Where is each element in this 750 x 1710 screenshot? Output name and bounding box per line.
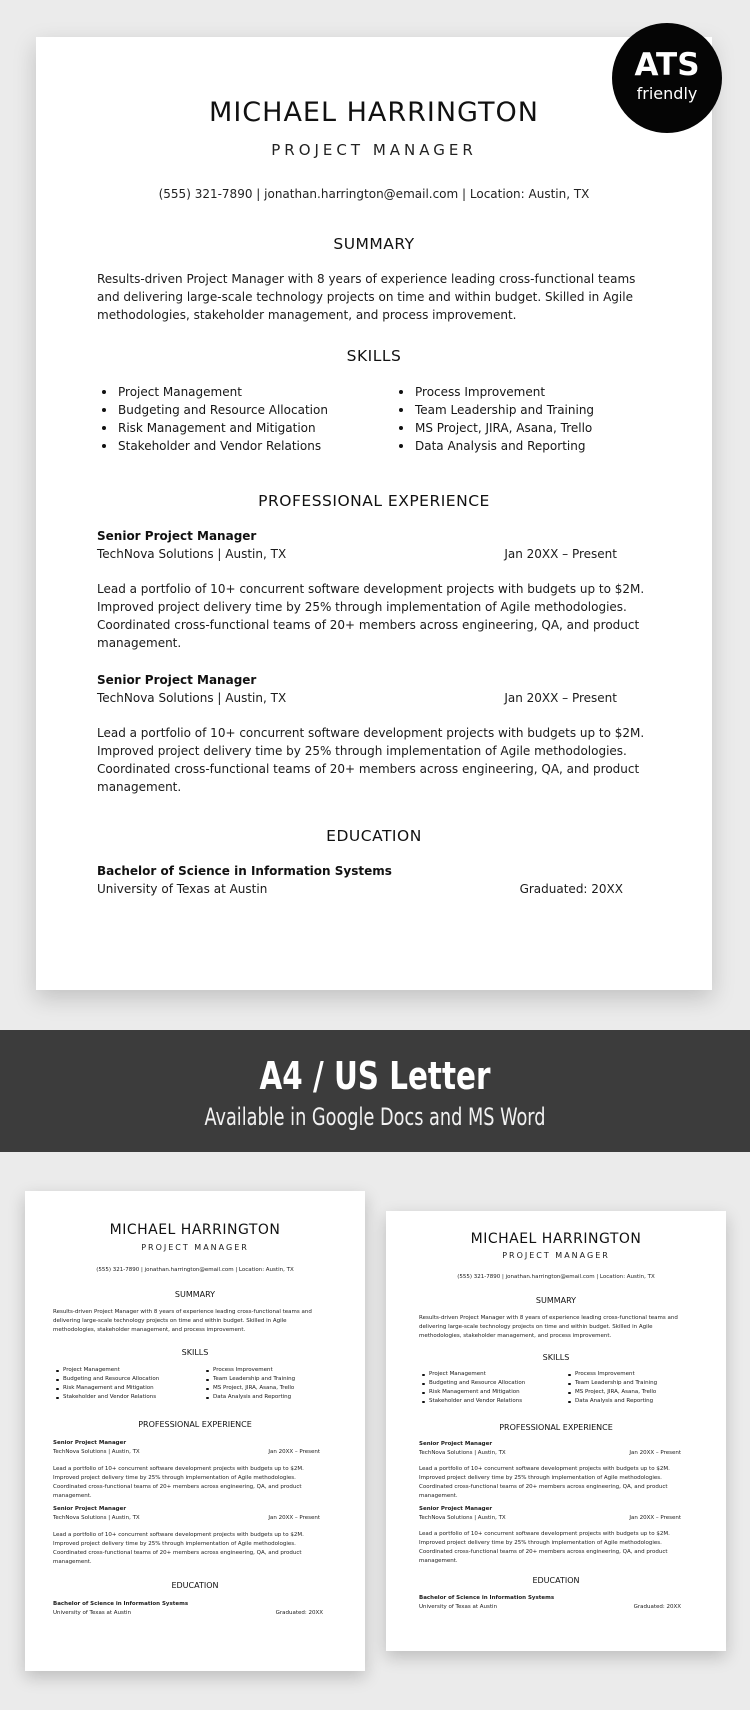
job-company: TechNova Solutions | Austin, TX xyxy=(97,691,287,705)
job-title: Senior Project Manager xyxy=(97,673,257,687)
preview-experience-heading: PROFESSIONAL EXPERIENCE xyxy=(499,1423,613,1432)
preview-skill-item: MS Project, JIRA, Asana, Trello xyxy=(203,1384,323,1393)
resume-preview-a4 xyxy=(25,1191,365,1671)
preview-name: MICHAEL HARRINGTON xyxy=(109,1222,281,1238)
preview-job-dates: Jan 20XX – Present xyxy=(268,1449,320,1455)
experience-heading: PROFESSIONAL EXPERIENCE xyxy=(258,492,490,510)
preview-education-degree: Bachelor of Science in Information Systems xyxy=(53,1601,189,1607)
badge-title: ATS xyxy=(634,47,700,83)
preview-summary-heading: SUMMARY xyxy=(174,1290,216,1299)
skill-item: Team Leadership and Training xyxy=(394,401,674,419)
preview-job-title: Senior Project Manager xyxy=(53,1440,127,1446)
preview-skill-item: Process Improvement xyxy=(565,1370,685,1379)
preview-job-dates: Jan 20XX – Present xyxy=(629,1515,681,1521)
resume-preview-letter xyxy=(386,1211,726,1651)
job-title: Senior Project Manager xyxy=(97,529,257,543)
badge-subtitle: friendly xyxy=(636,84,698,103)
preview-education-graduated: Graduated: 20XX xyxy=(275,1610,323,1616)
skills-heading: SKILLS xyxy=(346,347,402,365)
job-description: Lead a portfolio of 10+ concurrent software development projects with budgets up to $2M. Improved project delivery time by 25% through implementation of Agile methodologies. Coordinated cross-functional teams of 20+ members across engineering, QA, and product management. xyxy=(97,726,645,794)
preview-skill-item: Project Management xyxy=(419,1370,565,1379)
job-dates: Jan 20XX – Present xyxy=(504,691,617,705)
preview-education-school: University of Texas at Austin xyxy=(53,1610,132,1616)
preview-skill-item: Stakeholder and Vendor Relations xyxy=(53,1393,203,1402)
resume-title: PROJECT MANAGER xyxy=(271,141,477,159)
preview-job-company: TechNova Solutions | Austin, TX xyxy=(53,1449,140,1455)
job-company: TechNova Solutions | Austin, TX xyxy=(97,547,287,561)
banner-title: A4 / US Letter xyxy=(259,1054,491,1098)
preview-skill-item: Budgeting and Resource Allocation xyxy=(419,1379,565,1388)
education-school: University of Texas at Austin xyxy=(97,882,268,896)
preview-skills-heading: SKILLS xyxy=(542,1353,570,1362)
preview-job-description: Lead a portfolio of 10+ concurrent software development projects with budgets up to $2M. Improved project delivery time by 25% through implementation of Agile methodologies. Coordinated cross-functional teams of 20+ members across engineering, QA, and product management. xyxy=(419,1466,670,1499)
format-banner xyxy=(0,1030,750,1152)
preview-skill-item: Process Improvement xyxy=(203,1366,323,1375)
skill-item: Data Analysis and Reporting xyxy=(394,437,674,455)
skill-item: Stakeholder and Vendor Relations xyxy=(97,437,394,455)
job-description: Lead a portfolio of 10+ concurrent software development projects with budgets up to $2M. Improved project delivery time by 25% through implementation of Agile methodologies. Coordinated cross-functional teams of 20+ members across engineering, QA, and product management. xyxy=(97,582,645,650)
preview-skill-item: Risk Management and Mitigation xyxy=(53,1384,203,1393)
skill-item: MS Project, JIRA, Asana, Trello xyxy=(394,419,674,437)
preview-job-company: TechNova Solutions | Austin, TX xyxy=(419,1515,506,1521)
preview-job-dates: Jan 20XX – Present xyxy=(629,1450,681,1456)
summary-heading: SUMMARY xyxy=(333,235,415,253)
education-graduated: Graduated: 20XX xyxy=(519,882,623,896)
preview-skills-heading: SKILLS xyxy=(181,1348,209,1357)
skill-item: Budgeting and Resource Allocation xyxy=(97,401,394,419)
preview-education-graduated: Graduated: 20XX xyxy=(633,1604,681,1610)
preview-job-company: TechNova Solutions | Austin, TX xyxy=(419,1450,506,1456)
preview-job-description: Lead a portfolio of 10+ concurrent software development projects with budgets up to $2M. Improved project delivery time by 25% through implementation of Agile methodologies. Coordinated cross-functional teams of 20+ members across engineering, QA, and product management. xyxy=(419,1531,670,1564)
preview-summary: Results-driven Project Manager with 8 years of experience leading cross-functional teams and delivering large-scale technology projects on time and within budget. Skilled in Agile methodologies, stakeholder management, and process improvement. xyxy=(53,1309,312,1333)
education-degree: Bachelor of Science in Information Systems xyxy=(97,864,392,878)
preview-name: MICHAEL HARRINGTON xyxy=(470,1231,642,1247)
resume-contact: (555) 321-7890 | jonathan.harrington@email.com | Location: Austin, TX xyxy=(158,187,590,201)
preview-skill-item: Team Leadership and Training xyxy=(203,1375,323,1384)
preview-education-heading: EDUCATION xyxy=(532,1576,580,1585)
preview-job-title: Senior Project Manager xyxy=(419,1506,493,1512)
preview-skill-item: Risk Management and Mitigation xyxy=(419,1388,565,1397)
summary-text: Results-driven Project Manager with 8 years of experience leading cross-functional teams and delivering large-scale technology projects on time and within budget. Skilled in Agile methodologies, stakeholder management, and process improvement. xyxy=(97,272,636,322)
skill-item: Risk Management and Mitigation xyxy=(97,419,394,437)
preview-job-title: Senior Project Manager xyxy=(419,1441,493,1447)
preview-job-description: Lead a portfolio of 10+ concurrent software development projects with budgets up to $2M. Improved project delivery time by 25% through implementation of Agile methodologies. Coordinated cross-functional teams of 20+ members across engineering, QA, and product management. xyxy=(53,1532,304,1565)
preview-title: PROJECT MANAGER xyxy=(502,1251,610,1260)
ats-friendly-badge xyxy=(612,23,722,133)
preview-skill-item: Data Analysis and Reporting xyxy=(203,1393,323,1402)
skill-item: Process Improvement xyxy=(394,383,674,401)
preview-skill-item: Budgeting and Resource Allocation xyxy=(53,1375,203,1384)
preview-job-company: TechNova Solutions | Austin, TX xyxy=(53,1515,140,1521)
preview-skill-item: MS Project, JIRA, Asana, Trello xyxy=(565,1388,685,1397)
preview-skills-list xyxy=(53,1366,323,1402)
preview-job-title: Senior Project Manager xyxy=(53,1506,127,1512)
preview-summary-heading: SUMMARY xyxy=(535,1296,577,1305)
preview-education-school: University of Texas at Austin xyxy=(419,1604,498,1610)
preview-skill-item: Project Management xyxy=(53,1366,203,1375)
preview-job-dates: Jan 20XX – Present xyxy=(268,1515,320,1521)
preview-education-heading: EDUCATION xyxy=(171,1581,219,1590)
preview-education-degree: Bachelor of Science in Information Systems xyxy=(419,1595,555,1601)
preview-contact: (555) 321-7890 | jonathan.harrington@email.com | Location: Austin, TX xyxy=(457,1274,655,1280)
skill-item: Project Management xyxy=(97,383,394,401)
preview-job-description: Lead a portfolio of 10+ concurrent software development projects with budgets up to $2M. Improved project delivery time by 25% through implementation of Agile methodologies. Coordinated cross-functional teams of 20+ members across engineering, QA, and product management. xyxy=(53,1466,304,1499)
resume-page xyxy=(36,37,712,990)
preview-skill-item: Data Analysis and Reporting xyxy=(565,1397,685,1406)
resume-name: MICHAEL HARRINGTON xyxy=(209,97,539,128)
preview-skill-item: Stakeholder and Vendor Relations xyxy=(419,1397,565,1406)
preview-summary: Results-driven Project Manager with 8 years of experience leading cross-functional teams and delivering large-scale technology projects on time and within budget. Skilled in Agile methodologies, stakeholder management, and process improvement. xyxy=(419,1315,678,1339)
skills-list xyxy=(97,383,677,455)
job-dates: Jan 20XX – Present xyxy=(504,547,617,561)
preview-contact: (555) 321-7890 | jonathan.harrington@email.com | Location: Austin, TX xyxy=(96,1267,294,1273)
preview-skills-list xyxy=(419,1370,685,1406)
education-heading: EDUCATION xyxy=(326,827,422,845)
preview-skill-item: Team Leadership and Training xyxy=(565,1379,685,1388)
preview-experience-heading: PROFESSIONAL EXPERIENCE xyxy=(138,1420,252,1429)
preview-title: PROJECT MANAGER xyxy=(141,1243,249,1252)
banner-subtitle: Available in Google Docs and MS Word xyxy=(204,1103,546,1131)
